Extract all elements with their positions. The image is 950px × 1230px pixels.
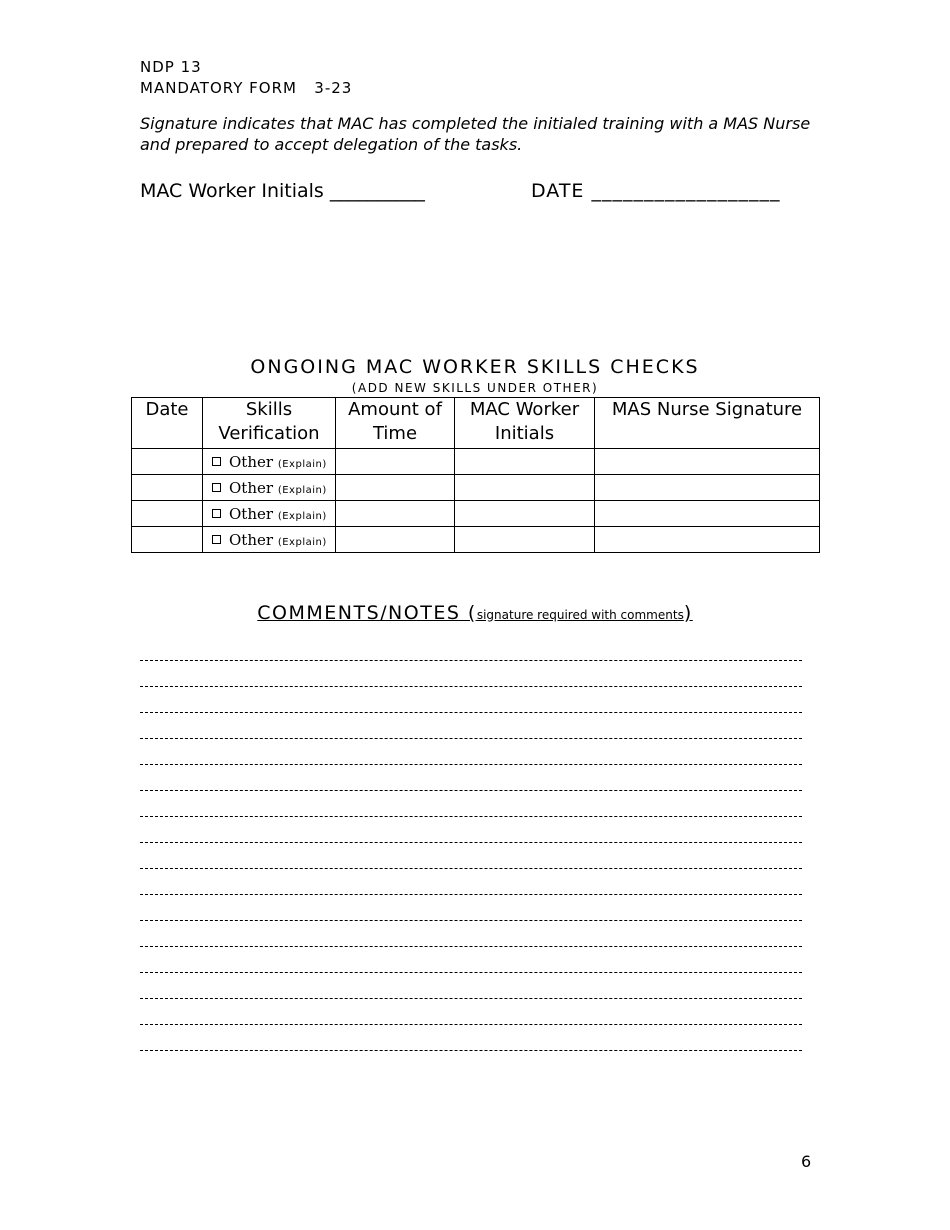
skills-section-title: ONGOING MAC WORKER SKILLS CHECKS [250,356,700,378]
table-row [132,501,820,527]
skill-cell [203,449,336,475]
checkbox[interactable] [212,457,221,466]
comment-line[interactable] [140,921,802,947]
explain-label: (Explain) [277,484,327,496]
comment-line[interactable] [140,869,802,895]
comment-line[interactable] [140,973,802,999]
comments-heading-close: ) [683,602,693,624]
signature-statement: Signature indicates that MAC has completed the initialed training with a MAS Nurse and prepared to accept delegation of the tasks. [140,114,811,154]
comment-line[interactable] [140,817,802,843]
table-row [132,527,820,553]
comment-line[interactable] [140,843,802,869]
comment-line[interactable] [140,895,802,921]
comment-line[interactable] [140,791,802,817]
nurse-signature-cell[interactable] [595,501,820,527]
table-row [132,475,820,501]
skill-cell [203,501,336,527]
skills-table [131,397,820,553]
checkbox[interactable] [212,535,221,544]
amount-of-time-cell[interactable] [336,501,455,527]
mac-worker-initials-field[interactable]: MAC Worker Initials __________ [140,180,425,202]
explain-label: (Explain) [277,536,327,548]
explain-label: (Explain) [277,458,327,470]
skill-cell [203,475,336,501]
column-header-skills-verification: Skills Verification [203,398,336,449]
comment-line[interactable] [140,765,802,791]
comments-title [0,602,950,624]
other-label: Other [229,530,274,549]
comment-line[interactable] [140,947,802,973]
comment-line[interactable] [140,713,802,739]
other-label: Other [229,478,274,497]
checkbox[interactable] [212,509,221,518]
nurse-signature-cell[interactable] [595,475,820,501]
comment-line[interactable] [140,661,802,687]
date-cell[interactable] [132,475,203,501]
date-cell[interactable] [132,527,203,553]
column-header-mas-nurse-signature: MAS Nurse Signature [595,398,820,449]
table-header-row [132,398,820,449]
comments-heading: COMMENTS/NOTES ( [257,602,477,624]
form-header [140,57,352,99]
other-label: Other [229,452,274,471]
amount-of-time-cell[interactable] [336,449,455,475]
comment-line[interactable] [140,687,802,713]
column-header-date: Date [132,398,203,449]
amount-of-time-cell[interactable] [336,527,455,553]
other-label: Other [229,504,274,523]
explain-label: (Explain) [277,510,327,522]
worker-initials-cell[interactable] [455,475,595,501]
column-header-amount-of-time: Amount of Time [336,398,455,449]
comment-line[interactable] [140,635,802,661]
worker-initials-cell[interactable] [455,449,595,475]
nurse-signature-cell[interactable] [595,449,820,475]
amount-of-time-cell[interactable] [336,475,455,501]
column-header-mac-worker-initials: MAC Worker Initials [455,398,595,449]
skills-section-subtitle: (ADD NEW SKILLS UNDER OTHER) [351,381,599,395]
date-field[interactable]: DATE __________________ [531,180,781,202]
checkbox[interactable] [212,483,221,492]
form-id: NDP 13 [140,58,202,76]
nurse-signature-cell[interactable] [595,527,820,553]
comment-line[interactable] [140,739,802,765]
comment-line[interactable] [140,1025,802,1051]
table-row [132,449,820,475]
worker-initials-cell[interactable] [455,501,595,527]
skill-cell [203,527,336,553]
date-cell[interactable] [132,449,203,475]
form-type: MANDATORY FORM 3-23 [140,79,353,97]
page-number: 6 [801,1152,812,1171]
date-cell[interactable] [132,501,203,527]
comment-line[interactable] [140,999,802,1025]
comments-note: signature required with comments [476,608,684,622]
comment-lines [140,635,802,1051]
worker-initials-cell[interactable] [455,527,595,553]
